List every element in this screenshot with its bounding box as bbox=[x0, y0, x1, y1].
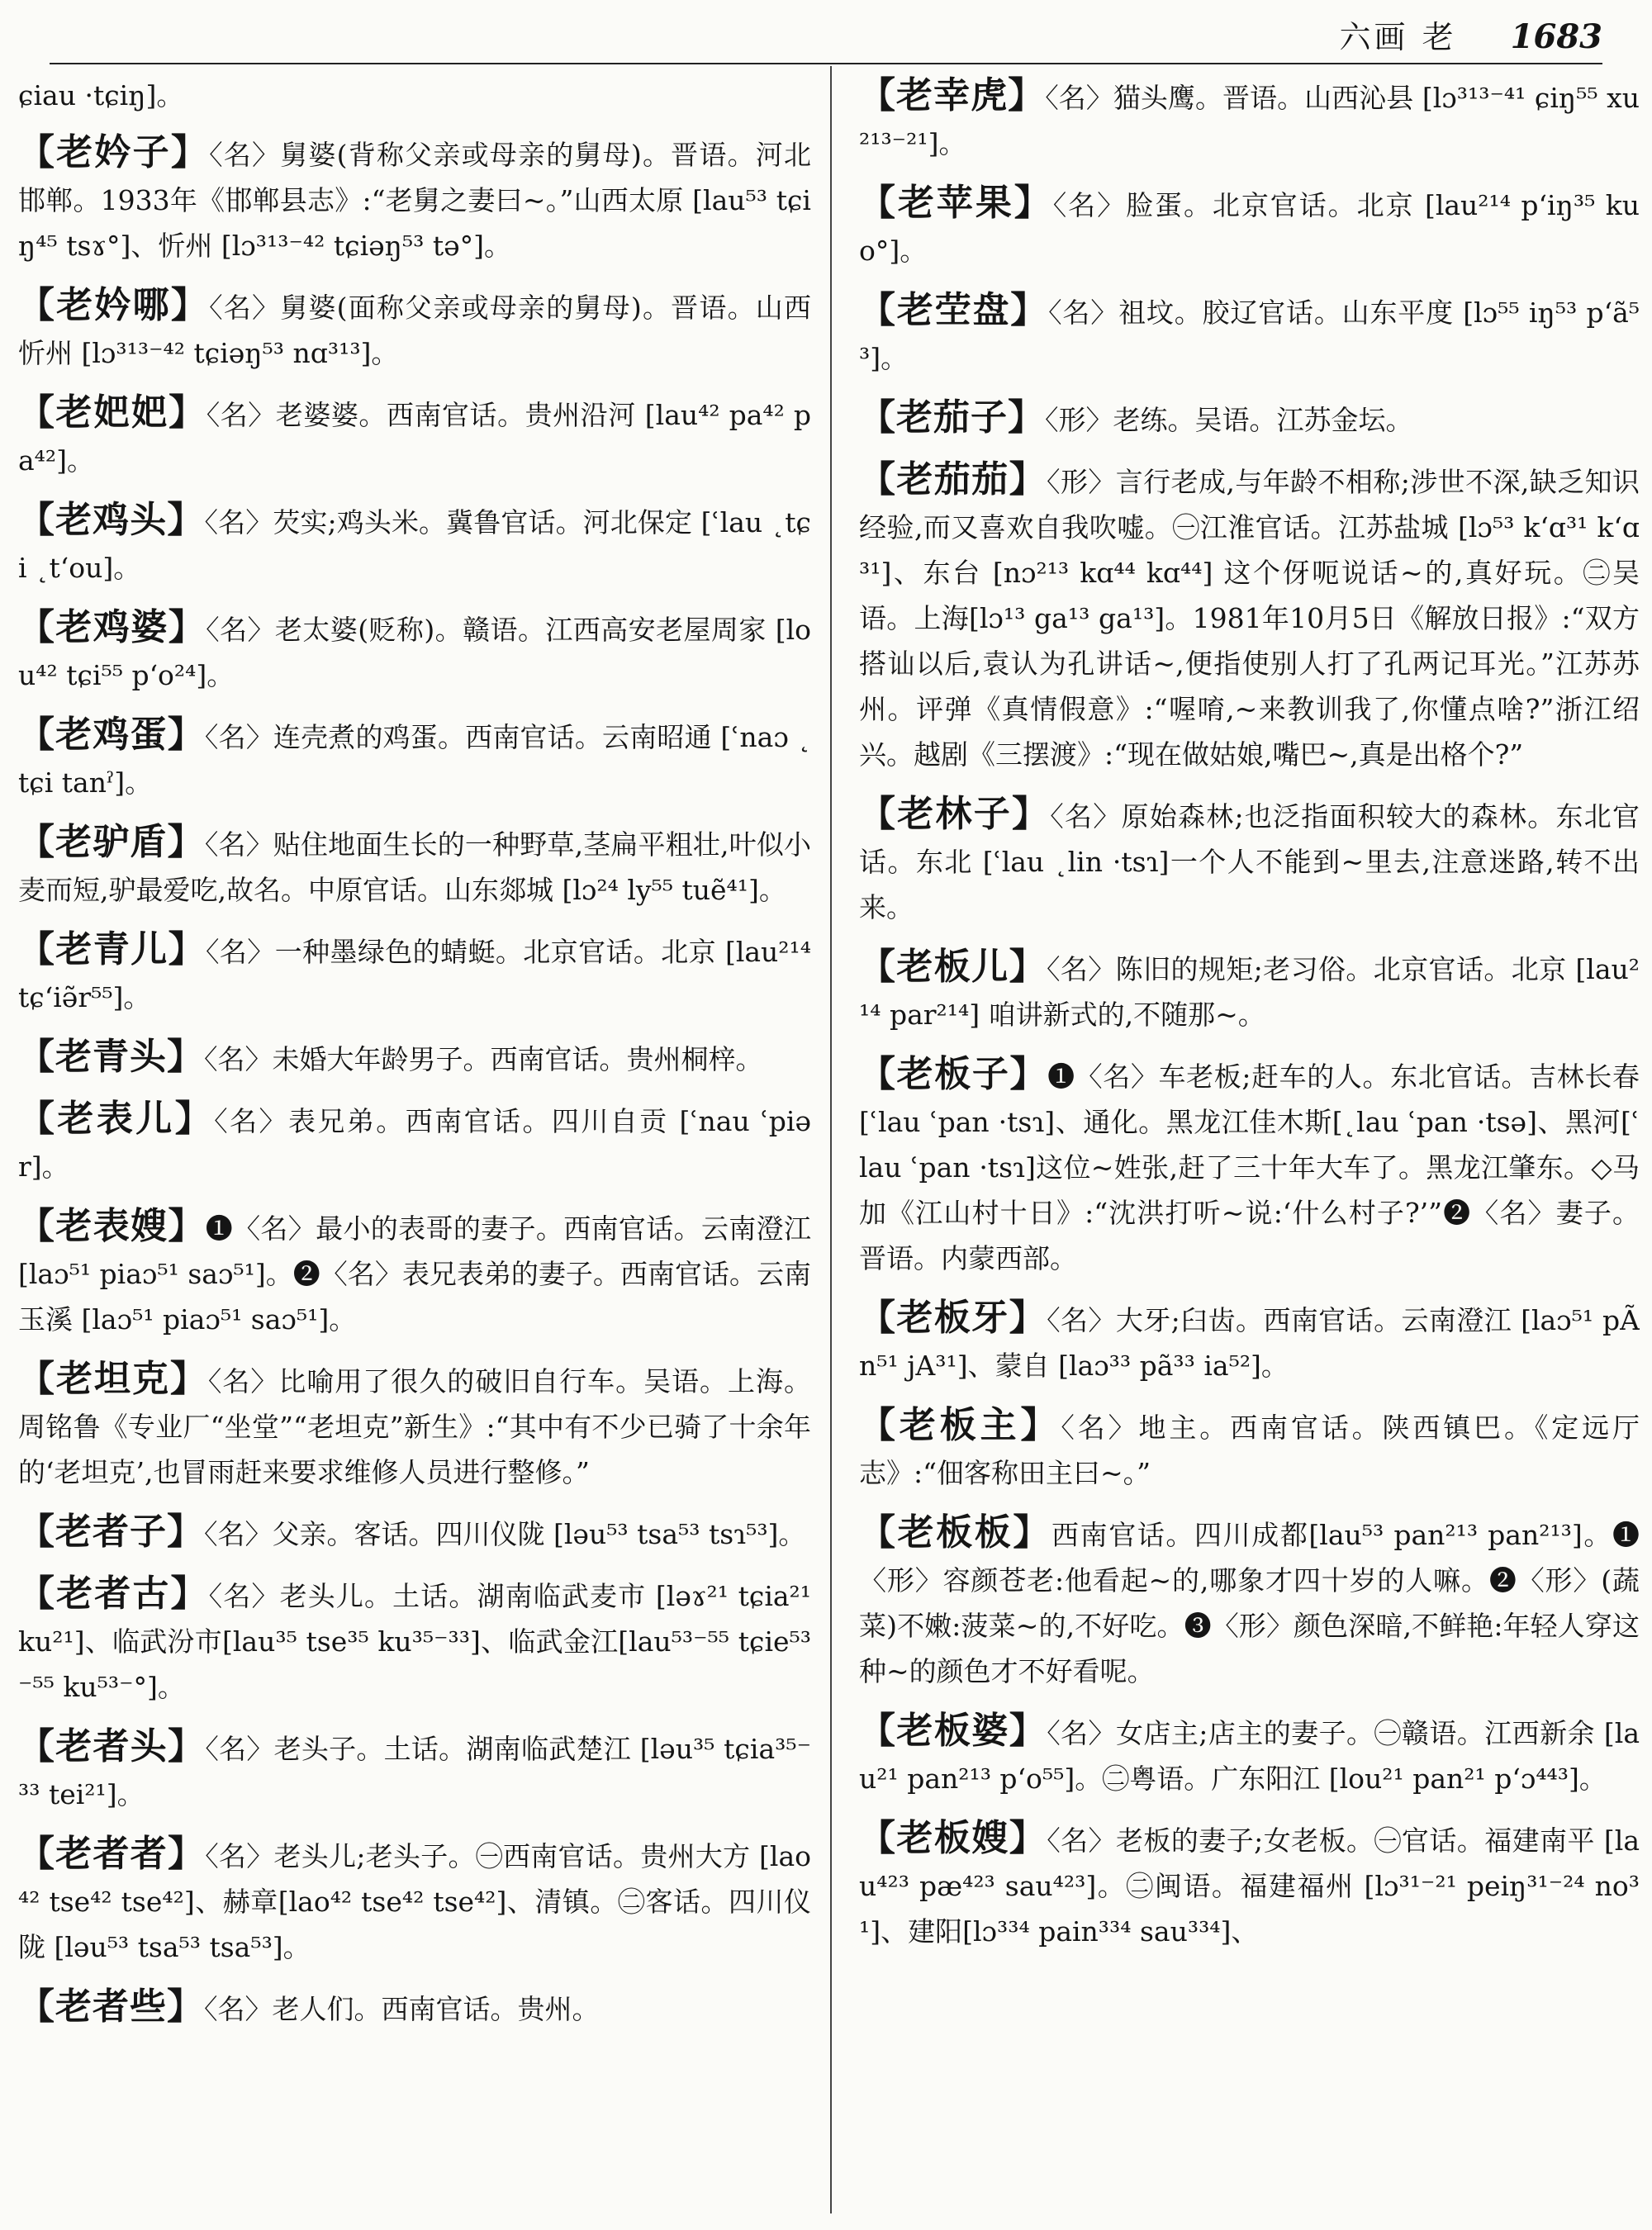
entry-headword: 【老者古】 bbox=[18, 1573, 209, 1615]
entry-definition: ❶〈名〉车老板;赶车的人。东北官话。吉林长春[ʿlau ʿpan ·tsɿ]、通化。黑龙江佳木斯[˛lau ʿpan ·tsə]、黑河[ʿlau ʿpan ·tsɿ]这位~姓张,赶了三十年大车了。黑龙江肇东。◇马加《江山村十日》:“沈洪打听~说:‘什么村子?’”❷〈名〉妻子。晋语。内蒙西部。 bbox=[859, 1060, 1640, 1274]
entry-headword: 【老表儿】 bbox=[18, 1098, 215, 1140]
entry-headword: 【老妗子】 bbox=[18, 131, 210, 173]
entry-headword: 【老板婆】 bbox=[859, 1710, 1047, 1752]
entry-definition: 〈名〉比喻用了很久的破旧自行车。吴语。上海。周铭鲁《专业厂“坐堂”“老坦克”新生》:“其中有不少已骑了十余年的‘老坦克’,也冒雨赶来要求维修人员进行整修。” bbox=[18, 1365, 811, 1488]
dictionary-entry bbox=[18, 1571, 811, 1710]
entry-definition: 〈名〉老板的妻子;女老板。㊀官话。福建南平 [lau⁴²³ pæ⁴²³ sau⁴²³]。㊁闽语。福建福州 [lɔ³¹⁻²¹ peiŋ³¹⁻²⁴ no³¹]、建阳[lɔ³³⁴ pain³³⁴ sau³³⁴]、 bbox=[859, 1824, 1640, 1948]
entry-headword: 【老板主】 bbox=[859, 1404, 1061, 1446]
dictionary-entry bbox=[18, 1356, 811, 1495]
entry-headword: 【老表嫂】 bbox=[18, 1205, 206, 1247]
entry-definition: 〈名〉老太婆(贬称)。赣语。江西高安老屋周家 [lou⁴² tɕi⁵⁵ pʻo²⁴]。 bbox=[18, 614, 811, 691]
dictionary-entry bbox=[859, 1510, 1640, 1694]
entry-definition: 〈名〉大牙;臼齿。西南官话。云南澄江 [laɔ⁵¹ pÃn⁵¹ jA³¹]、蒙自 [laɔ³³ pã³³ ia⁵²]。 bbox=[859, 1304, 1640, 1382]
entry-headword: 【老鸡婆】 bbox=[18, 606, 206, 648]
entry-definition: 〈名〉原始森林;也泛指面积较大的森林。东北官话。东北 [ʿlau ˛lin ·tsɿ]一个人不能到~里去,注意迷路,转不出来。 bbox=[859, 800, 1640, 923]
dictionary-entry bbox=[18, 927, 811, 1020]
dictionary-entry bbox=[859, 1295, 1640, 1388]
dictionary-entry bbox=[18, 1034, 811, 1082]
entry-definition: 〈名〉一种墨绿色的蜻蜓。北京官话。北京 [lau²¹⁴ tɕʻiə̃r⁵⁵]。 bbox=[18, 936, 811, 1013]
entry-definition: 〈名〉地主。西南官话。陕西镇巴。《定远厅志》:“佃客称田主曰~。” bbox=[859, 1412, 1640, 1489]
entry-definition: 〈名〉陈旧的规矩;老习俗。北京官话。北京 [lau²¹⁴ par²¹⁴] 咱讲新式的,不随那~。 bbox=[859, 953, 1640, 1031]
entry-definition: 〈名〉老头儿;老头子。㊀西南官话。贵州大方 [lao⁴² tse⁴² tse⁴²]、赫章[lao⁴² tse⁴² tse⁴²]、清镇。㊁客话。四川仪陇 [ləu⁵³ tsa⁵³ tsa⁵³]。 bbox=[18, 1840, 811, 1963]
entry-definition: 〈名〉老头儿。土话。湖南临武麦市 [ləɤ²¹ tɕia²¹ ku²¹]、临武汾市[lau³⁵ tse³⁵ ku³⁵⁻³³]、临武金江[lau⁵³⁻⁵⁵ tɕie⁵³⁻⁵⁵ ku⁵³⁻°]。 bbox=[18, 1580, 811, 1703]
dictionary-entry bbox=[18, 819, 811, 913]
left-entry-list bbox=[18, 130, 811, 2032]
dictionary-entry bbox=[18, 712, 811, 805]
section-title: 六画 老 bbox=[1339, 19, 1457, 55]
entry-headword: 【老板嫂】 bbox=[859, 1817, 1047, 1859]
entry-headword: 【老幸虎】 bbox=[859, 74, 1046, 116]
dictionary-entry bbox=[859, 457, 1640, 777]
entry-headword: 【老者头】 bbox=[18, 1725, 206, 1767]
entry-definition: 〈名〉舅婆(背称父亲或母亲的舅母)。晋语。河北邯郸。1933年《邯郸县志》:“老舅之妻曰~。”山西太原 [lau⁵³ tɕiŋ⁴⁵ tsɤ°]、忻州 [lɔ³¹³⁻⁴² tɕiəŋ⁵³ tə°]。 bbox=[18, 139, 811, 262]
dictionary-entry bbox=[859, 791, 1640, 930]
entry-definition: 〈名〉表兄弟。西南官话。四川自贡 [ʿnau ʿpiər]。 bbox=[18, 1105, 811, 1183]
entry-headword: 【老板板】 bbox=[859, 1511, 1052, 1554]
entry-definition: 〈名〉芡实;鸡头米。冀鲁官话。河北保定 [ʿlau ˛tɕi ˛tʻou]。 bbox=[18, 506, 811, 584]
dictionary-entry bbox=[859, 287, 1640, 381]
entry-definition: 〈名〉未婚大年龄男子。西南官话。贵州桐梓。 bbox=[204, 1043, 763, 1075]
entry-definition: 西南官话。四川成都[lau⁵³ pan²¹³ pan²¹³]。❶〈形〉容颜苍老:他看起~的,哪象才四十岁的人嘛。❷〈形〉(蔬菜)不嫩:菠菜~的,不好吃。❸〈形〉颜色深暗,不鲜艳:年轻人穿这种~的颜色才不好看呢。 bbox=[859, 1519, 1640, 1687]
entry-headword: 【老者者】 bbox=[18, 1833, 206, 1875]
dictionary-entry bbox=[18, 130, 811, 268]
entry-headword: 【老坦克】 bbox=[18, 1358, 208, 1400]
entry-headword: 【老板子】 bbox=[859, 1053, 1048, 1095]
entry-headword: 【老者些】 bbox=[18, 1986, 204, 2028]
entry-definition: 〈名〉老头子。土话。湖南临武楚江 [ləu³⁵ tɕia³⁵⁻³³ tei²¹]。 bbox=[18, 1733, 811, 1810]
entry-definition: 〈名〉连壳煮的鸡蛋。西南官话。云南昭通 [ʿnaɔ ˛tɕi tanˀ]。 bbox=[18, 721, 811, 799]
dictionary-entry bbox=[18, 1831, 811, 1970]
dictionary-entry bbox=[859, 73, 1640, 166]
dictionary-entry bbox=[859, 1708, 1640, 1801]
entry-headword: 【老妗哪】 bbox=[18, 284, 210, 326]
dictionary-entry bbox=[859, 1815, 1640, 1954]
right-column bbox=[859, 73, 1640, 2213]
dictionary-entry bbox=[18, 1724, 811, 1817]
entry-headword: 【老林子】 bbox=[859, 793, 1051, 835]
dictionary-entry bbox=[18, 605, 811, 698]
entry-definition: 〈名〉祖坟。胶辽官话。山东平度 [lɔ⁵⁵ iŋ⁵³ pʻã⁵³]。 bbox=[859, 297, 1640, 374]
dictionary-entry bbox=[18, 390, 811, 483]
entry-definition: 〈名〉父亲。客话。四川仪陇 [ləu⁵³ tsa⁵³ tsɿ⁵³]。 bbox=[204, 1518, 806, 1550]
left-column bbox=[18, 73, 811, 2213]
dictionary-entry bbox=[18, 282, 811, 376]
entry-definition: 〈形〉言行老成,与年龄不相称;涉世不深,缺乏知识经验,而又喜欢自我吹嘘。㊀江淮官话。江苏盐城 [lɔ⁵³ kʻɑ³¹ kʻɑ³¹]、东台 [nɔ²¹³ kɑ⁴⁴ kɑ⁴⁴] 这个伢呃说话~的,真好玩。㊁吴语。上海[lɔ¹³ ga¹³ ga¹³]。1981年10月5日《解放日报》:“双方搭讪以后,袁认为孔讲话~,便指使别人打了孔两记耳光。”江苏苏州。评弹《真情假意》:“喔唷,~来教训我了,你懂点啥?”浙江绍兴。越剧《三摆渡》:“现在做姑娘,嘴巴~,真是出格个?” bbox=[859, 466, 1640, 771]
entry-headword: 【老板牙】 bbox=[859, 1297, 1047, 1339]
entry-definition: 〈名〉老人们。西南官话。贵州。 bbox=[204, 1993, 600, 2025]
dictionary-entry bbox=[859, 180, 1640, 273]
page-header bbox=[50, 12, 1602, 64]
dictionary-entry bbox=[18, 1509, 811, 1557]
entry-definition: 〈形〉老练。吴语。江苏金坛。 bbox=[1045, 404, 1413, 436]
entry-headword: 【老鸡蛋】 bbox=[18, 714, 205, 756]
entry-headword: 【老茄茄】 bbox=[859, 458, 1047, 501]
right-entry-list bbox=[859, 73, 1640, 1954]
dictionary-entry bbox=[18, 1984, 811, 2032]
entry-definition: 〈名〉猫头鹰。晋语。山西沁县 [lɔ³¹³⁻⁴¹ ɕiŋ⁵⁵ xu²¹³⁻²¹]。 bbox=[859, 82, 1640, 159]
dictionary-entry bbox=[18, 1096, 811, 1189]
entry-definition: 〈名〉女店主;店主的妻子。㊀赣语。江西新余 [lau²¹ pan²¹³ pʻo⁵⁵]。㊁粤语。广东阳江 [lou²¹ pan²¹ pʻɔ⁴⁴³]。 bbox=[859, 1717, 1640, 1795]
entry-headword: 【老茔盘】 bbox=[859, 289, 1049, 331]
entry-headword: 【老鸡头】 bbox=[18, 499, 205, 541]
entry-headword: 【老者子】 bbox=[18, 1511, 204, 1553]
continuation-text: ɕiau ·tɕiŋ]。 bbox=[18, 79, 184, 112]
dictionary-entry bbox=[18, 1203, 811, 1342]
dictionary-entry bbox=[859, 395, 1640, 443]
dictionary-entry bbox=[859, 944, 1640, 1037]
entry-headword: 【老板儿】 bbox=[859, 946, 1047, 988]
entry-headword: 【老青头】 bbox=[18, 1036, 204, 1078]
entry-headword: 【老青儿】 bbox=[18, 928, 206, 970]
entry-headword: 【老妑妑】 bbox=[18, 391, 206, 434]
entry-definition: 〈名〉贴住地面生长的一种野草,茎扁平粗壮,叶似小麦而短,驴最爱吃,故名。中原官话。山东郯城 [lɔ²⁴ ly⁵⁵ tuẽ⁴¹]。 bbox=[18, 828, 811, 906]
dictionary-entry bbox=[859, 1402, 1640, 1496]
entry-headword: 【老茄子】 bbox=[859, 396, 1045, 439]
column-divider bbox=[830, 66, 832, 2213]
entry-definition: 〈名〉脸蛋。北京官话。北京 [lau²¹⁴ pʻiŋ³⁵ kuo°]。 bbox=[859, 189, 1640, 267]
entry-definition: 〈名〉老婆婆。西南官话。贵州沿河 [lau⁴² pa⁴² pa⁴²]。 bbox=[18, 399, 811, 477]
dictionary-entry bbox=[18, 497, 811, 591]
dictionary-entry bbox=[859, 1051, 1640, 1281]
entry-definition: 〈名〉舅婆(面称父亲或母亲的舅母)。晋语。山西忻州 [lɔ³¹³⁻⁴² tɕiəŋ⁵³ nɑ³¹³]。 bbox=[18, 292, 811, 369]
entry-definition: ❶〈名〉最小的表哥的妻子。西南官话。云南澄江 [laɔ⁵¹ piaɔ⁵¹ saɔ⁵¹]。❷〈名〉表兄表弟的妻子。西南官话。云南玉溪 [laɔ⁵¹ piaɔ⁵¹ saɔ⁵¹]。 bbox=[18, 1212, 811, 1336]
entry-headword: 【老驴盾】 bbox=[18, 821, 205, 863]
page-number: 1683 bbox=[1510, 17, 1602, 56]
entry-headword: 【老苹果】 bbox=[859, 182, 1053, 224]
